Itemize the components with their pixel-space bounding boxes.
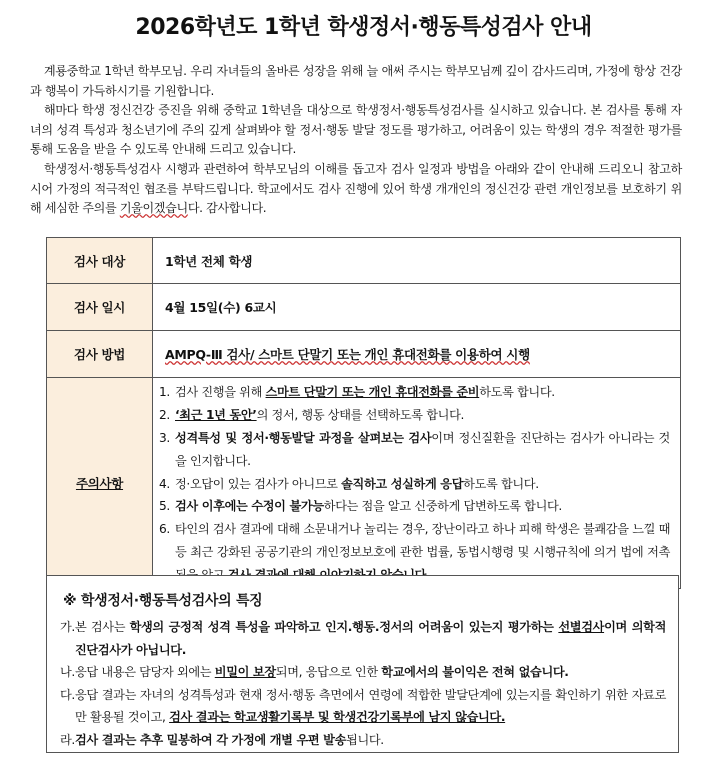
list-item: 라. 검사 결과는 추후 밀봉하여 각 가정에 개별 우편 발송됩니다. bbox=[60, 732, 384, 747]
list-item: 3. 성격특성 및 정서·행동발달 과정을 살펴보는 검사이며 정신질환을 진단하는 검사가 아니라는 것을 인지합니다. bbox=[159, 431, 670, 468]
table-row bbox=[47, 284, 681, 331]
intro-paragraph-1: 계룡중학교 1학년 학부모님. 우리 자녀들의 올바른 성장을 위해 늘 애써 주시는 학부모님께 깊이 감사드리며, 가정에 항상 건강과 행복이 가득하시기를 기원합니다. bbox=[30, 64, 682, 98]
intro-paragraph-2: 해마다 학생 정신건강 증진을 위해 중학교 1학년을 대상으로 학생정서·행동특성검사를 실시하고 있습니다. 본 검사를 통해 자녀의 성격 특성과 청소년기에 주의 깊게 살펴봐야 할 정서·행동 발달 정도를 평가하고, 어려움이 있는 학생의 경우 적절한 평가를 통해 도움을 받을 수 있도록 안내해 드리고 있습니다. bbox=[30, 103, 682, 157]
date-label: 검사 일시 bbox=[47, 284, 153, 331]
list-item: 4. 정·오답이 있는 검사가 아니므로 솔직하고 성실하게 응답하도록 합니다. bbox=[159, 476, 539, 491]
date-value: 4월 15일(수) 6교시 bbox=[153, 284, 681, 331]
features-list bbox=[60, 616, 666, 751]
exam-info-table bbox=[46, 237, 681, 589]
list-item: 다. 응답 결과는 자녀의 성격특성과 현재 정서·행동 측면에서 연령에 적합한 발달단계에 있는지를 확인하기 위한 자료로만 활용될 것이고, 검사 결과는 학교생활기록부 및 학생건강기록부에 남지 않습니다. bbox=[60, 687, 666, 724]
list-item: 1. 검사 진행을 위해 스마트 단말기 또는 개인 휴대전화를 준비하도록 합니다. bbox=[159, 385, 555, 400]
table-row bbox=[47, 238, 681, 284]
target-value: 1학년 전체 학생 bbox=[153, 238, 681, 284]
notes-label: 주의사항 bbox=[47, 378, 153, 589]
target-label: 검사 대상 bbox=[47, 238, 153, 284]
page-title: 2026학년도 1학년 학생정서·행동특성검사 안내 bbox=[135, 15, 592, 40]
intro-paragraph-3: 학생정서·행동특성검사 시행과 관련하여 학부모님의 이해를 돕고자 검사 일정과 방법을 아래와 같이 안내해 드리오니 참고하시어 가정의 적극적인 협조를 부탁드립니다. 학교에서도 검사 진행에 있어 학생 개개인의 정신건강 관련 개인정보를 보호하기 위해 세심한 주의를 기울이겠습니다. 감사합니다. bbox=[30, 161, 682, 216]
features-title: ※ 학생정서·행동특성검사의 특징 bbox=[63, 593, 263, 609]
list-item: 2. ‘최근 1년 동안’의 정서, 행동 상태를 선택하도록 합니다. bbox=[159, 408, 465, 423]
table-row bbox=[47, 378, 681, 589]
intro-text bbox=[30, 62, 682, 219]
list-item: 5. 검사 이후에는 수정이 불가능하다는 점을 알고 신중하게 답변하도록 합니다. bbox=[159, 499, 562, 514]
method-label: 검사 방법 bbox=[47, 331, 153, 378]
list-item: 나. 응답 내용은 담당자 외에는 비밀이 보장되며, 응답으로 인한 학교에서의 불이익은 전혀 없습니다. bbox=[60, 665, 569, 679]
table-row bbox=[47, 331, 681, 378]
list-item: 가. 본 검사는 학생의 긍정적 성격 특성을 파악하고 인지.행동.정서의 어려움이 있는지 평가하는 선별검사이며 의학적 진단검사가 아닙니다. bbox=[60, 620, 667, 657]
list-item: 6. 타인의 검사 결과에 대해 소문내거나 놀리는 경우, 장난이라고 하나 피해 학생은 불쾌감을 느낄 때 등 최근 강화된 공공기관의 개인정보보호에 관한 법률, 동법시행령 및 시행규칙에 의거 법에 저촉 bbox=[159, 522, 670, 559]
notes-cell bbox=[153, 378, 681, 589]
notes-list bbox=[153, 379, 680, 586]
method-value: AMPQ-Ⅲ 검사/ 스마트 단말기 또는 개인 휴대전화를 이용하여 시행 bbox=[153, 331, 681, 378]
features-box bbox=[46, 575, 679, 753]
